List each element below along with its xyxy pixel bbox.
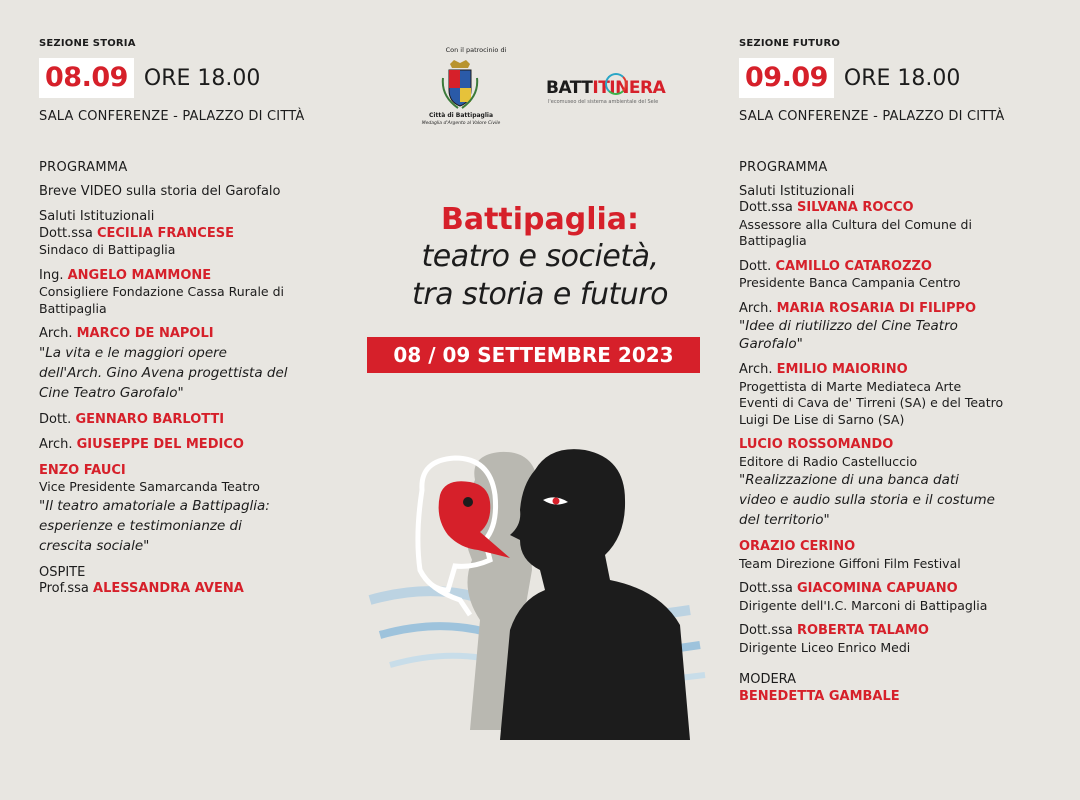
talk-title: dell'Arch. Gino Avena progettista del (39, 364, 288, 381)
speaker-role: Assessore alla Cultura del Comune di (739, 216, 972, 232)
program-item (39, 326, 369, 403)
date-row (39, 58, 260, 98)
venue-label: SALA CONFERENZE - PALAZZO DI CITTÀ (739, 109, 1005, 124)
program-item (39, 437, 369, 454)
event-dates-banner: 08 / 09 SETTEMBRE 2023 (367, 337, 700, 373)
theatre-mask-illustration-icon (360, 440, 720, 800)
speaker-role: Sindaco di Battipaglia (39, 242, 176, 257)
talk-title: esperienze e testimonianze di (39, 517, 242, 534)
speaker-title: Arch. (739, 362, 773, 377)
speaker-role: Dirigente dell'I.C. Marconi di Battipaglia (739, 597, 988, 613)
speaker-title: Prof.ssa (39, 581, 89, 596)
speaker-title: Dott. (39, 411, 72, 427)
time-label: ORE 18.00 (143, 65, 261, 91)
program-item (739, 362, 1069, 428)
talk-title: Garofalo" (739, 336, 803, 352)
logo-tagline: l'ecomuseo del sistema ambientale del Sele (548, 99, 659, 105)
program-item (739, 539, 1069, 572)
speaker-role: Eventi di Cava de' Tirreni (SA) e del Teatro (739, 395, 1004, 410)
speaker-title: Arch. (39, 326, 73, 341)
talk-title: "Idee di riutilizzo del Cine Teatro (739, 318, 958, 334)
program-item (739, 259, 1069, 292)
talk-title: del territorio" (739, 512, 830, 528)
speaker-title: Dott.ssa (739, 200, 793, 215)
moderator-label: MODERA (739, 672, 797, 687)
city-subtitle: Medaglia d'Argento al Valore Civile (421, 121, 501, 126)
speaker-name: ALESSANDRA AVENA (93, 581, 244, 596)
speaker-title: Arch. (739, 300, 773, 316)
item-text: Saluti Istituzionali (39, 209, 155, 224)
speaker-title: Ing. (39, 267, 64, 283)
title-line-1: Battipaglia: (440, 202, 640, 237)
section-label: SEZIONE FUTURO (739, 38, 841, 49)
city-crest-icon (440, 58, 480, 110)
speaker-name: GIACOMINA CAPUANO (796, 581, 958, 596)
speaker-name: MARIA ROSARIA DI FILIPPO (776, 300, 977, 316)
speaker-role: Team Direzione Giffoni Film Festival (739, 555, 961, 571)
speaker-name: GIUSEPPE DEL MEDICO (76, 437, 244, 452)
talk-title: crescita sociale" (39, 537, 150, 554)
logo-ring-icon (605, 73, 627, 95)
program-list (39, 160, 369, 607)
speaker-role: Vice Presidente Samarcanda Teatro (39, 479, 260, 494)
speaker-role: Battipaglia (39, 300, 107, 316)
talk-title: "La vita e le maggiori opere (39, 344, 227, 361)
moderator-name: BENEDETTA GAMBALE (739, 688, 900, 704)
talk-title: "Il teatro amatoriale a Battipaglia: (39, 497, 270, 514)
speaker-role: Dirigente Liceo Enrico Medi (739, 639, 911, 655)
program-item (739, 184, 1069, 250)
patronage-label: Con il patrocinio di (445, 46, 507, 54)
speaker-role: Presidente Banca Campania Centro (739, 275, 961, 290)
program-item (739, 437, 1069, 530)
title-line-2: teatro e società, (421, 239, 659, 274)
speaker-name: MARCO DE NAPOLI (76, 326, 214, 341)
program-heading: PROGRAMMA (39, 160, 128, 175)
speaker-name: GENNARO BARLOTTI (75, 411, 225, 427)
city-title: Città di Battipaglia (429, 112, 493, 119)
speaker-role: Editore di Radio Castelluccio (739, 453, 918, 469)
program-heading: PROGRAMMA (739, 160, 828, 175)
program-item (39, 268, 369, 318)
speaker-role: Progettista di Marte Mediateca Arte (739, 378, 962, 394)
program-item (39, 463, 369, 556)
speaker-title: Dott.ssa (739, 623, 793, 638)
program-item (39, 209, 369, 259)
time-label: ORE 18.00 (843, 65, 961, 91)
speaker-name: CAMILLO CATAROZZO (775, 258, 932, 274)
speaker-title: Arch. (39, 437, 73, 452)
speaker-role: Luigi De Lise di Sarno (SA) (739, 411, 905, 427)
speaker-role: Battipaglia (739, 233, 807, 248)
event-title (360, 202, 720, 314)
city-name (416, 112, 506, 128)
speaker-name: ORAZIO CERINO (739, 539, 856, 554)
speaker-name: ENZO FAUCI (39, 462, 126, 478)
speaker-name: SILVANA ROCCO (796, 200, 914, 215)
program-item (39, 565, 369, 598)
speaker-name: ANGELO MAMMONE (67, 267, 212, 283)
date-badge: 08.09 (39, 58, 134, 98)
speaker-title: Dott.ssa (39, 225, 93, 241)
program-item (739, 672, 1069, 705)
speaker-name: LUCIO ROSSOMANDO (739, 437, 894, 452)
program-item (739, 623, 1069, 656)
section-label: SEZIONE STORIA (39, 38, 136, 49)
logo-part-b: ITINERA (592, 78, 666, 98)
program-item (39, 412, 369, 429)
date-badge: 09.09 (739, 58, 834, 98)
guest-label: OSPITE (39, 564, 86, 580)
center-panel (360, 0, 720, 800)
program-item (739, 301, 1069, 354)
speaker-name: EMILIO MAIORINO (776, 362, 908, 377)
talk-title: video e audio sulla storia e il costume (739, 492, 995, 508)
program-list (739, 160, 1069, 714)
speaker-name: CECILIA FRANCESE (96, 225, 234, 241)
program-item (39, 184, 369, 201)
speaker-title: Dott.ssa (739, 581, 793, 596)
item-text: Breve VIDEO sulla storia del Garofalo (39, 183, 281, 199)
speaker-name: ROBERTA TALAMO (796, 623, 929, 638)
speaker-title: Dott. (739, 258, 772, 274)
talk-title: "Realizzazione di una banca dati (739, 472, 959, 488)
title-line-3: tra storia e futuro (412, 277, 668, 312)
date-row (739, 58, 960, 98)
item-text: Saluti Istituzionali (739, 183, 855, 199)
talk-title: Cine Teatro Garofalo" (39, 384, 184, 401)
logo-part-a: BATT (546, 78, 593, 98)
venue-label: SALA CONFERENZE - PALAZZO DI CITTÀ (39, 109, 305, 124)
program-item (739, 581, 1069, 614)
speaker-role: Consigliere Fondazione Cassa Rurale di (39, 284, 284, 299)
